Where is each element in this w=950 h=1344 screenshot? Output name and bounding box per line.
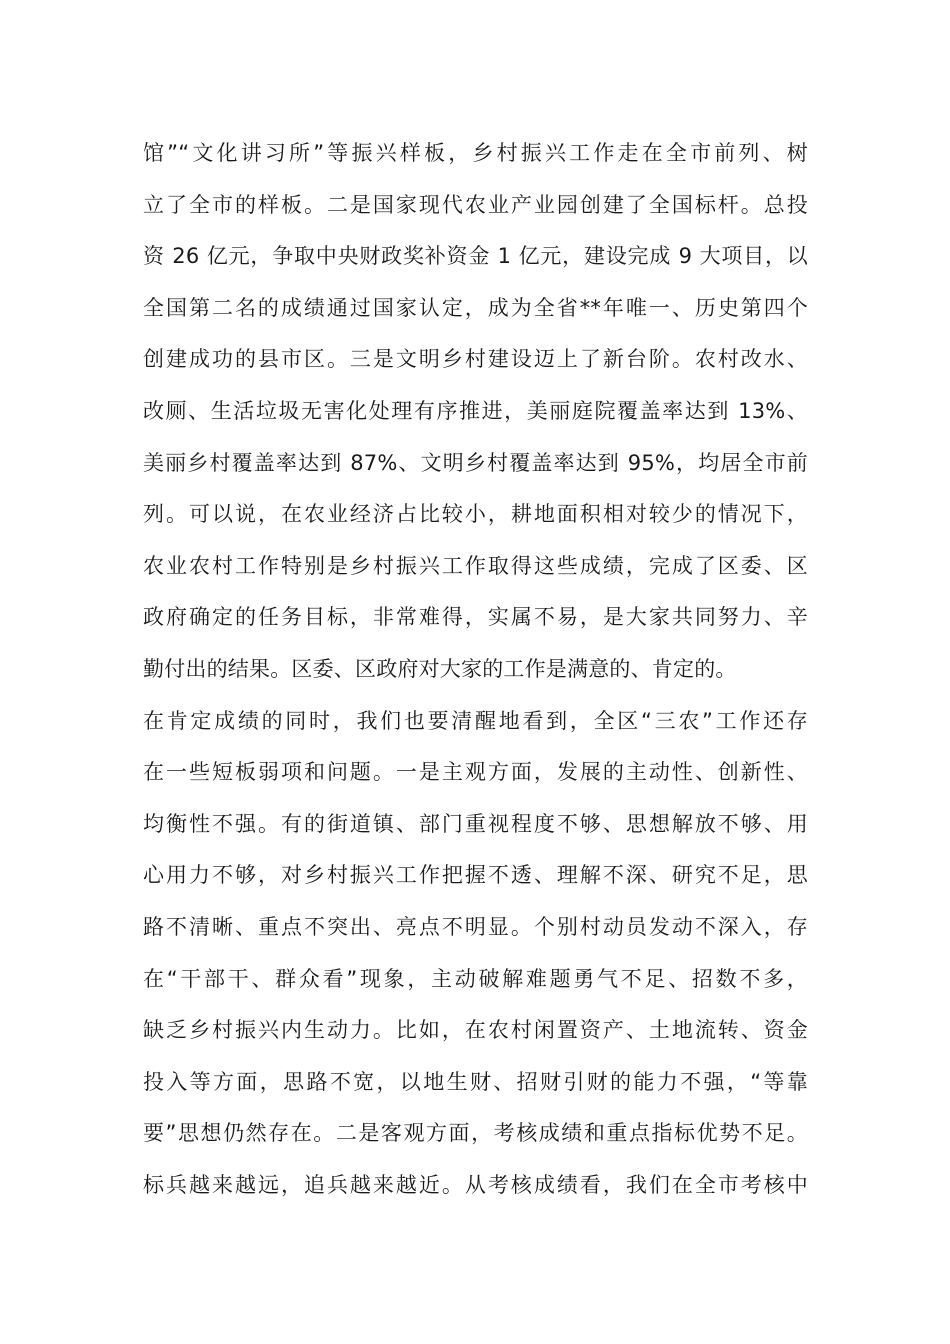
text-line: 创建成功的县市区。三是文明乡村建设迈上了新台阶。农村改水、: [143, 347, 808, 372]
text-line: 均衡性不强。有的街道镇、部门重视程度不够、思想解放不够、用: [143, 811, 808, 836]
text-line: 在肯定成绩的同时，我们也要清醒地看到，全区“三农”工作还存: [143, 708, 808, 733]
body-text: [143, 128, 808, 1211]
text-line: 馆”“文化讲习所”等振兴样板，乡村振兴工作走在全市前列、树: [143, 141, 808, 165]
text-line: 心用力不够，对乡村振兴工作把握不透、理解不深、研究不足，思: [143, 863, 808, 888]
text-line: 美丽乡村覆盖率达到 87%、文明乡村覆盖率达到 95%，均居全市前: [143, 450, 808, 475]
text-line: 在一些短板弱项和问题。一是主观方面，发展的主动性、创新性、: [143, 760, 808, 785]
text-line: 资 26 亿元，争取中央财政奖补资金 1 亿元，建设完成 9 大项目，以: [143, 244, 808, 269]
text-line: 全国第二名的成绩通过国家认定，成为全省**年唯一、历史第四个: [143, 295, 808, 320]
text-line: 要”思想仍然存在。二是客观方面，考核成绩和重点指标优势不足。: [143, 1121, 808, 1146]
text-line: 立了全市的样板。二是国家现代农业产业园创建了全国标杆。总投: [143, 192, 808, 217]
paragraph-end-line: 勤付出的结果。区委、区政府对大家的工作是满意的、肯定的。: [143, 656, 737, 681]
text-line: 列。可以说，在农业经济占比较小，耕地面积相对较少的情况下，: [143, 502, 808, 527]
text-line: 改厕、生活垃圾无害化处理有序推进，美丽庭院覆盖率达到 13%、: [143, 398, 808, 423]
text-line: 政府确定的任务目标，非常难得，实属不易，是大家共同努力、辛: [143, 605, 808, 630]
text-line: 标兵越来越远，追兵越来越近。从考核成绩看，我们在全市考核中: [143, 1172, 808, 1197]
text-line: 农业农村工作特别是乡村振兴工作取得这些成绩，完成了区委、区: [143, 553, 808, 578]
text-line: 在“干部干、群众看”现象，主动破解难题勇气不足、招数不多，: [143, 966, 808, 991]
text-line: 路不清晰、重点不突出、亮点不明显。个别村动员发动不深入，存: [143, 914, 808, 939]
text-line: 投入等方面，思路不宽，以地生财、招财引财的能力不强，“等靠: [143, 1069, 808, 1094]
text-line: 缺乏乡村振兴内生动力。比如，在农村闲置资产、土地流转、资金: [143, 1018, 808, 1043]
